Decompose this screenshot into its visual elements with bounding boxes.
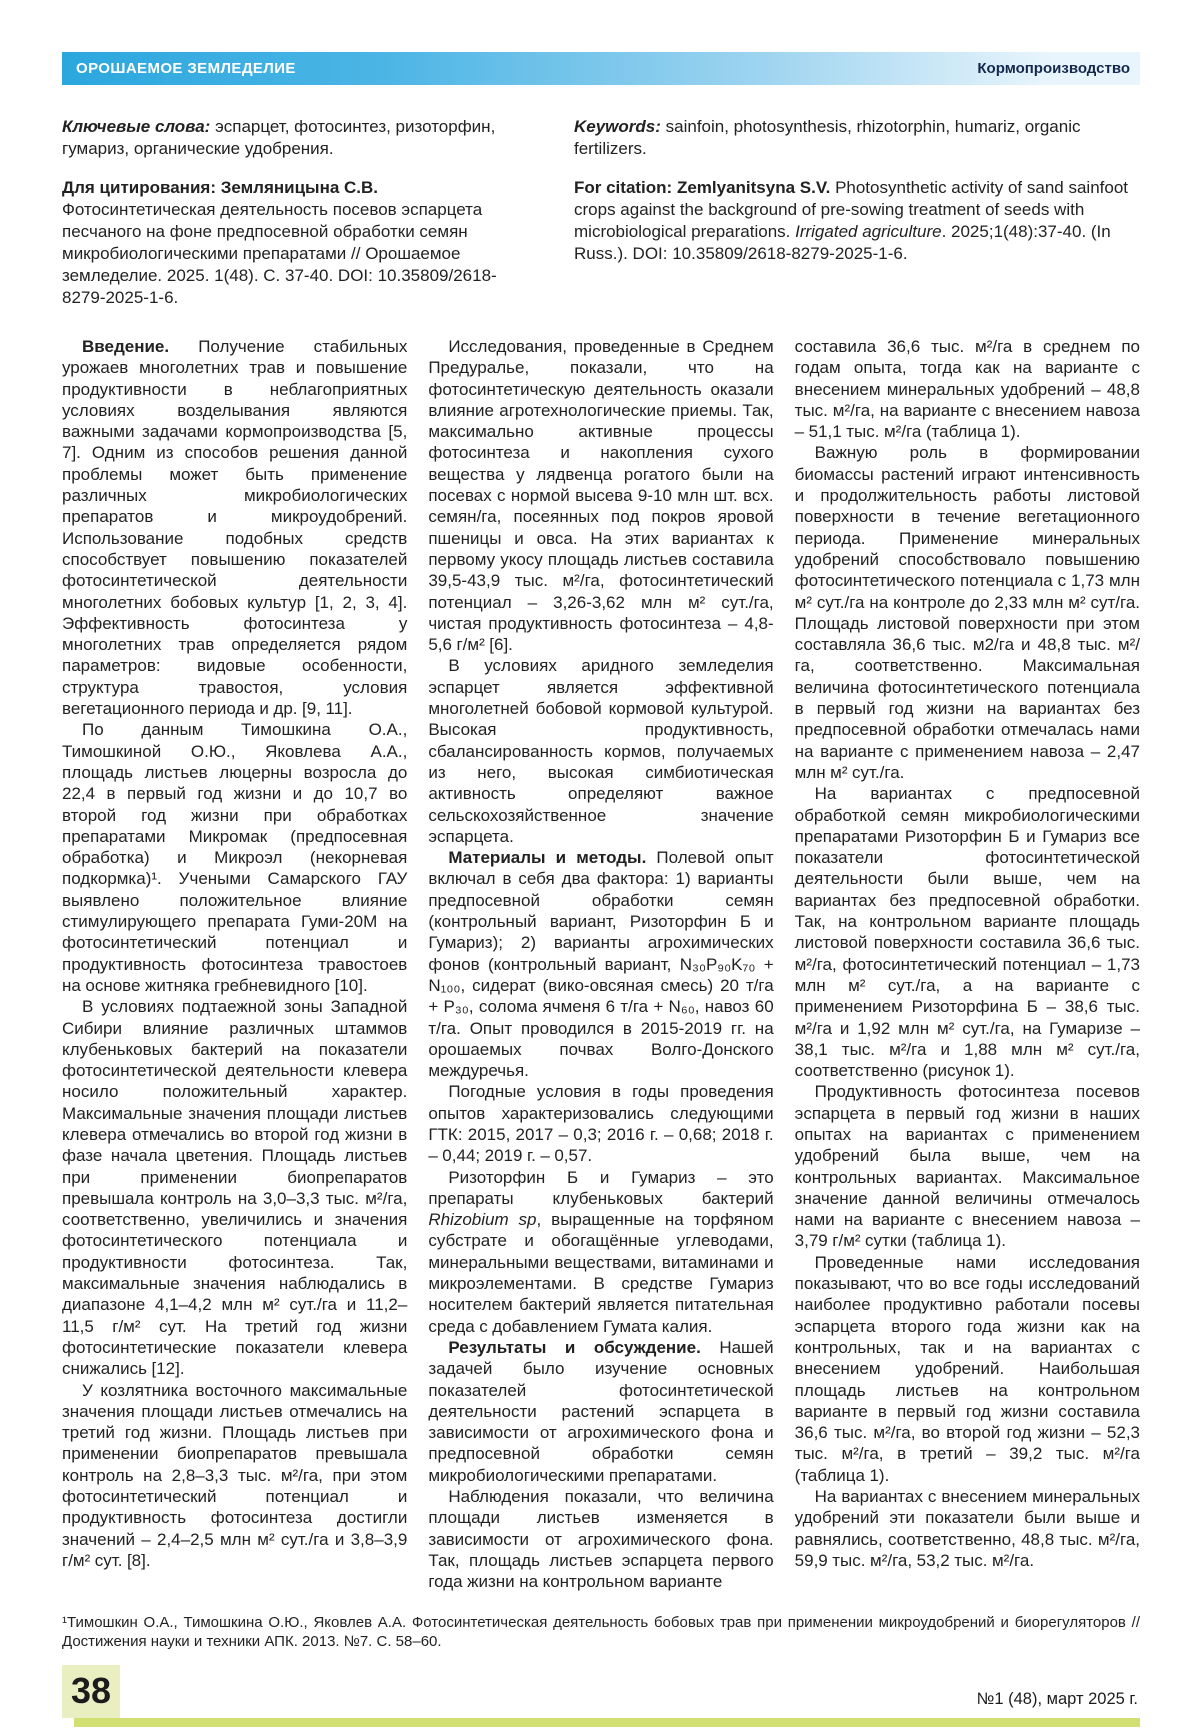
body-paragraph: составила 36,6 тыс. м²/га в среднем по годам опыта, тогда как на варианте с внесением минеральных удобрений – 48,8 тыс. м²/га, на варианте с внесением навоза – 51,1 тыс. м²/га (таблица 1). xyxy=(794,337,1140,442)
footnote: ¹Тимошкин О.А., Тимошкина О.Ю., Яковлев А.А. Фотосинтетическая деятельность бобовых трав при применении микроудобрений и биорегуляторов // Достижения науки и техники АПК. 2013. №7. С. 58–60. xyxy=(62,1613,1140,1650)
page-footer xyxy=(62,1663,1140,1729)
text-column-2 xyxy=(428,336,773,1593)
body-paragraph: Наблюдения показали, что величина площади листьев изменяется в зависимости от агрохимического фона. Так, площадь листьев эспарцета первого года жизни на контрольном варианте xyxy=(428,1487,774,1592)
body-paragraph: Погодные условия в годы проведения опытов характеризовались следующими ГТК: 2015, 2017 – 0,3; 2016 г. – 0,68; 2018 г. – 0,44; 2019 г. – 0,57. xyxy=(428,1082,774,1166)
body-paragraph: Важную роль в формировании биомассы растений играют интенсивность и продолжительность работы листовой поверхности в течение вегетационного периода. Применение минеральных удобрений способствовало повышению фотосинтетического потенциала с 1,73 млн м² сут./га на контроле до 2,33 млн м² сут/га. Площадь листовой поверхности при этом составляла 36,6 тыс. м2/га и 48,8 тыс. м²/га, соответственно. Максимальная величина фотосинтетического потенциала в первый год жизни на вариантах без предпосевной обработки отмечалась нами на варианте с применением навоза – 2,47 млн м² сут./га. xyxy=(794,443,1140,782)
body-paragraph: Ризоторфин Б и Гумариз – это препараты клубеньковых бактерий Rhizobium sp, выращенные на торфяном субстрате и обогащённые углеводами, минеральными веществами, витаминами и микроэлементами. В средстве Гумариз носителем бактерий является питательная среда с добавлением Гумата калия. xyxy=(428,1167,774,1336)
body-paragraph: Проведенные нами исследования показывают, что во все годы исследований наиболее продуктивно работали посевы эспарцета второго года жизни как на контрольных, так и на вариантах с внесением удобрений. Наибольшая площадь листьев на контрольном варианте в первый год жизни составила 36,6 тыс. м²/га, во второй год жизни – 52,3 тыс. м²/га, в третий – 39,2 тыс. м²/га (таблица 1). xyxy=(794,1252,1140,1485)
issue-label: №1 (48), март 2025 г. xyxy=(976,1689,1138,1708)
article-body xyxy=(62,336,1140,1593)
body-paragraph: В условиях аридного земледелия эспарцет является эффективной многолетней бобовой кормовой культурой. Высокая продуктивность, сбалансированность кормов, получаемых из него, высокая симбиотическая активность определяют важное сельскохозяйственное значение эспарцета. xyxy=(428,656,774,846)
body-paragraph: Результаты и обсуждение. Нашей задачей было изучение основных показателей фотосинтетической деятельности растений эспарцета в зависимости от агрохимического фона и предпосевной обработки семян микробиологическими препаратами. xyxy=(428,1337,774,1485)
body-paragraph: В условиях подтаежной зоны Западной Сибири влияние различных штаммов клубеньковых бактерий на показатели фотосинтетической деятельности клевера носило положительный характер. Максимальные значения площади листьев клевера отмечались во второй год жизни в фазе начала цветения. Площадь листьев при применении биопрепаратов превышала контроль на 3,0–3,3 тыс. м²/га, соответственно, увеличились и значения фотосинтетического потенциала и продуктивности фотосинтеза. Так, максимальные значения наблюдались в диапазоне 4,1–4,2 млн м² сут./га и 11,2–11,5 г/м² сут. На третий год жизни фотосинтетические показатели клевера снижались [12]. xyxy=(62,997,408,1379)
citation-en: For citation: Zemlyanitsyna S.V. Photosynthetic activity of sand sainfoot crops against the background of pre-sowing treatment of seeds with microbiological preparations. Irrigated agriculture. 2025;1(48):37-40. (In Russ.). DOI: 10.35809/2618-8279-2025-1-6. xyxy=(574,178,1129,263)
body-paragraph: На вариантах с предпосевной обработкой семян микробиологическими препаратами Ризоторфин Б и Гумариз все показатели фотосинтетической деятельности были выше, чем на вариантах без предпосевной обработки. Так, на контрольном варианте площадь листовой поверхности составила 36,6 тыс. м²/га, фотосинтетический потенциал – 1,73 млн м² сут./га, а на варианте с применением Ризоторфина Б – 38,6 тыс. м²/га и 1,92 млн м² сут./га, на Гумаризе – 38,1 тыс. м²/га и 1,88 млн м² сут./га, соответственно (рисунок 1). xyxy=(794,784,1140,1081)
body-paragraph: Материалы и методы. Полевой опыт включал в себя два фактора: 1) варианты предпосевной обработки семян (контрольный вариант, Ризоторфин Б и Гумариз); 2) варианты агрохимических фонов (контрольный вариант, N₃₀P₉₀K₇₀ + N₁₀₀, сидерат (вико-овсяная смесь) 20 т/га + P₃₀, солома ячменя 6 т/га + N₆₀, навоз 60 т/га. Опыт проводился в 2015-2019 гг. на орошаемых почвах Волго-Донского междуречья. xyxy=(428,848,774,1081)
body-paragraph: Исследования, проведенные в Среднем Предуралье, показали, что на фотосинтетическую деятельность оказали влияние агротехнологические приемы. Так, максимально активные процессы фотосинтеза и накопления сухого вещества у лядвенца рогатого были на посевах с нормой высева 9-10 млн шт. всх. семян/га, посеянных под покров яровой пшеницы и овса. На этих вариантах к первому укосу площадь листьев составила 39,5-43,9 тыс. м²/га, фотосинтетический потенциал – 3,26-3,62 млн м² сут./га, чистая продуктивность фотосинтеза – 4,8-5,6 г/м² [6]. xyxy=(428,337,774,655)
keywords-en: Keywords: sainfoin, photosynthesis, rhizotorphin, humariz, organic fertilizers. xyxy=(574,117,1081,158)
text-column-1 xyxy=(62,336,407,1593)
body-paragraph: На вариантах с внесением минеральных удобрений эти показатели были выше и равнялись, соответственно, 48,8 тыс. м²/га, 59,9 тыс. м²/га, 53,2 тыс. м²/га. xyxy=(794,1487,1140,1570)
journal-title: ОРОШАЕМОЕ ЗЕМЛЕДЕЛИЕ xyxy=(76,60,296,77)
body-paragraph: Продуктивность фотосинтеза посевов эспарцета в первый год жизни в наших опытах на вариантах с применением удобрений была выше, чем на контрольных вариантах. Максимальное значение данной величины отмечалось нами на варианте с внесением навоза – 3,79 г/м² сутки (таблица 1). xyxy=(794,1082,1140,1251)
citation-ru: Для цитирования: Земляницына С.В. Фотосинтетическая деятельность посевов эспарцета песчаного на фоне предпосевной обработки семян микробиологическими препаратами // Орошаемое земледелие. 2025. 1(48). С. 37-40. DOI: 10.35809/2618-8279-2025-1-6. xyxy=(62,178,497,307)
keywords-ru: Ключевые слова: эспарцет, фотосинтез, ризоторфин, гумариз, органические удобрения. xyxy=(62,117,496,158)
body-paragraph: По данным Тимошкина О.А., Тимошкиной О.Ю., Яковлева А.А., площадь листьев люцерны возросла до 22,4 в первый год жизни и до 10,7 во второй год жизни при обработках препаратами Микромак (предпосевная обработка) и Микроэл (некорневая подкормка)¹. Учеными Самарского ГАУ выявлено положительное влияние стимулирующего препарата Гуми-20М на фотосинтетический потенциал и продуктивность фотосинтеза травостоев на основе житняка гребневидного [10]. xyxy=(62,720,408,995)
text-column-3 xyxy=(795,336,1140,1593)
journal-header-bar xyxy=(62,52,1140,85)
body-paragraph: У козлятника восточного максимальные значения площади листьев отмечались на третий год жизни. Площадь листьев при применении биопрепаратов превышала контроль на 2,8–3,3 тыс. м²/га, при этом фотосинтетический потенциал и продуктивность фотосинтеза достигли значений – 2,4–2,5 млн м² сут./га и 3,8–3,9 г/м² сут. [8]. xyxy=(62,1380,408,1570)
section-title: Кормопроизводство xyxy=(977,60,1130,77)
body-paragraph: Введение. Получение стабильных урожаев многолетних трав и повышение продуктивности в неблагоприятных условиях возделывания являются важными задачами кормопроизводства [5, 7]. Одним из способов решения данной проблемы может быть применение различных микробиологических препаратов и микроудобрений. Использование подобных средств способствует повышению показателей фотосинтетической деятельности многолетних бобовых культур [1, 2, 3, 4]. Эффективность фотосинтеза у многолетних трав определяется рядом параметров: видовые особенности, структура травостоя, условия вегетационного периода и др. [9, 11]. xyxy=(62,337,408,719)
article-meta-block xyxy=(62,116,1140,309)
page-number: 38 xyxy=(62,1665,120,1718)
footer-accent-bar xyxy=(74,1718,1140,1727)
